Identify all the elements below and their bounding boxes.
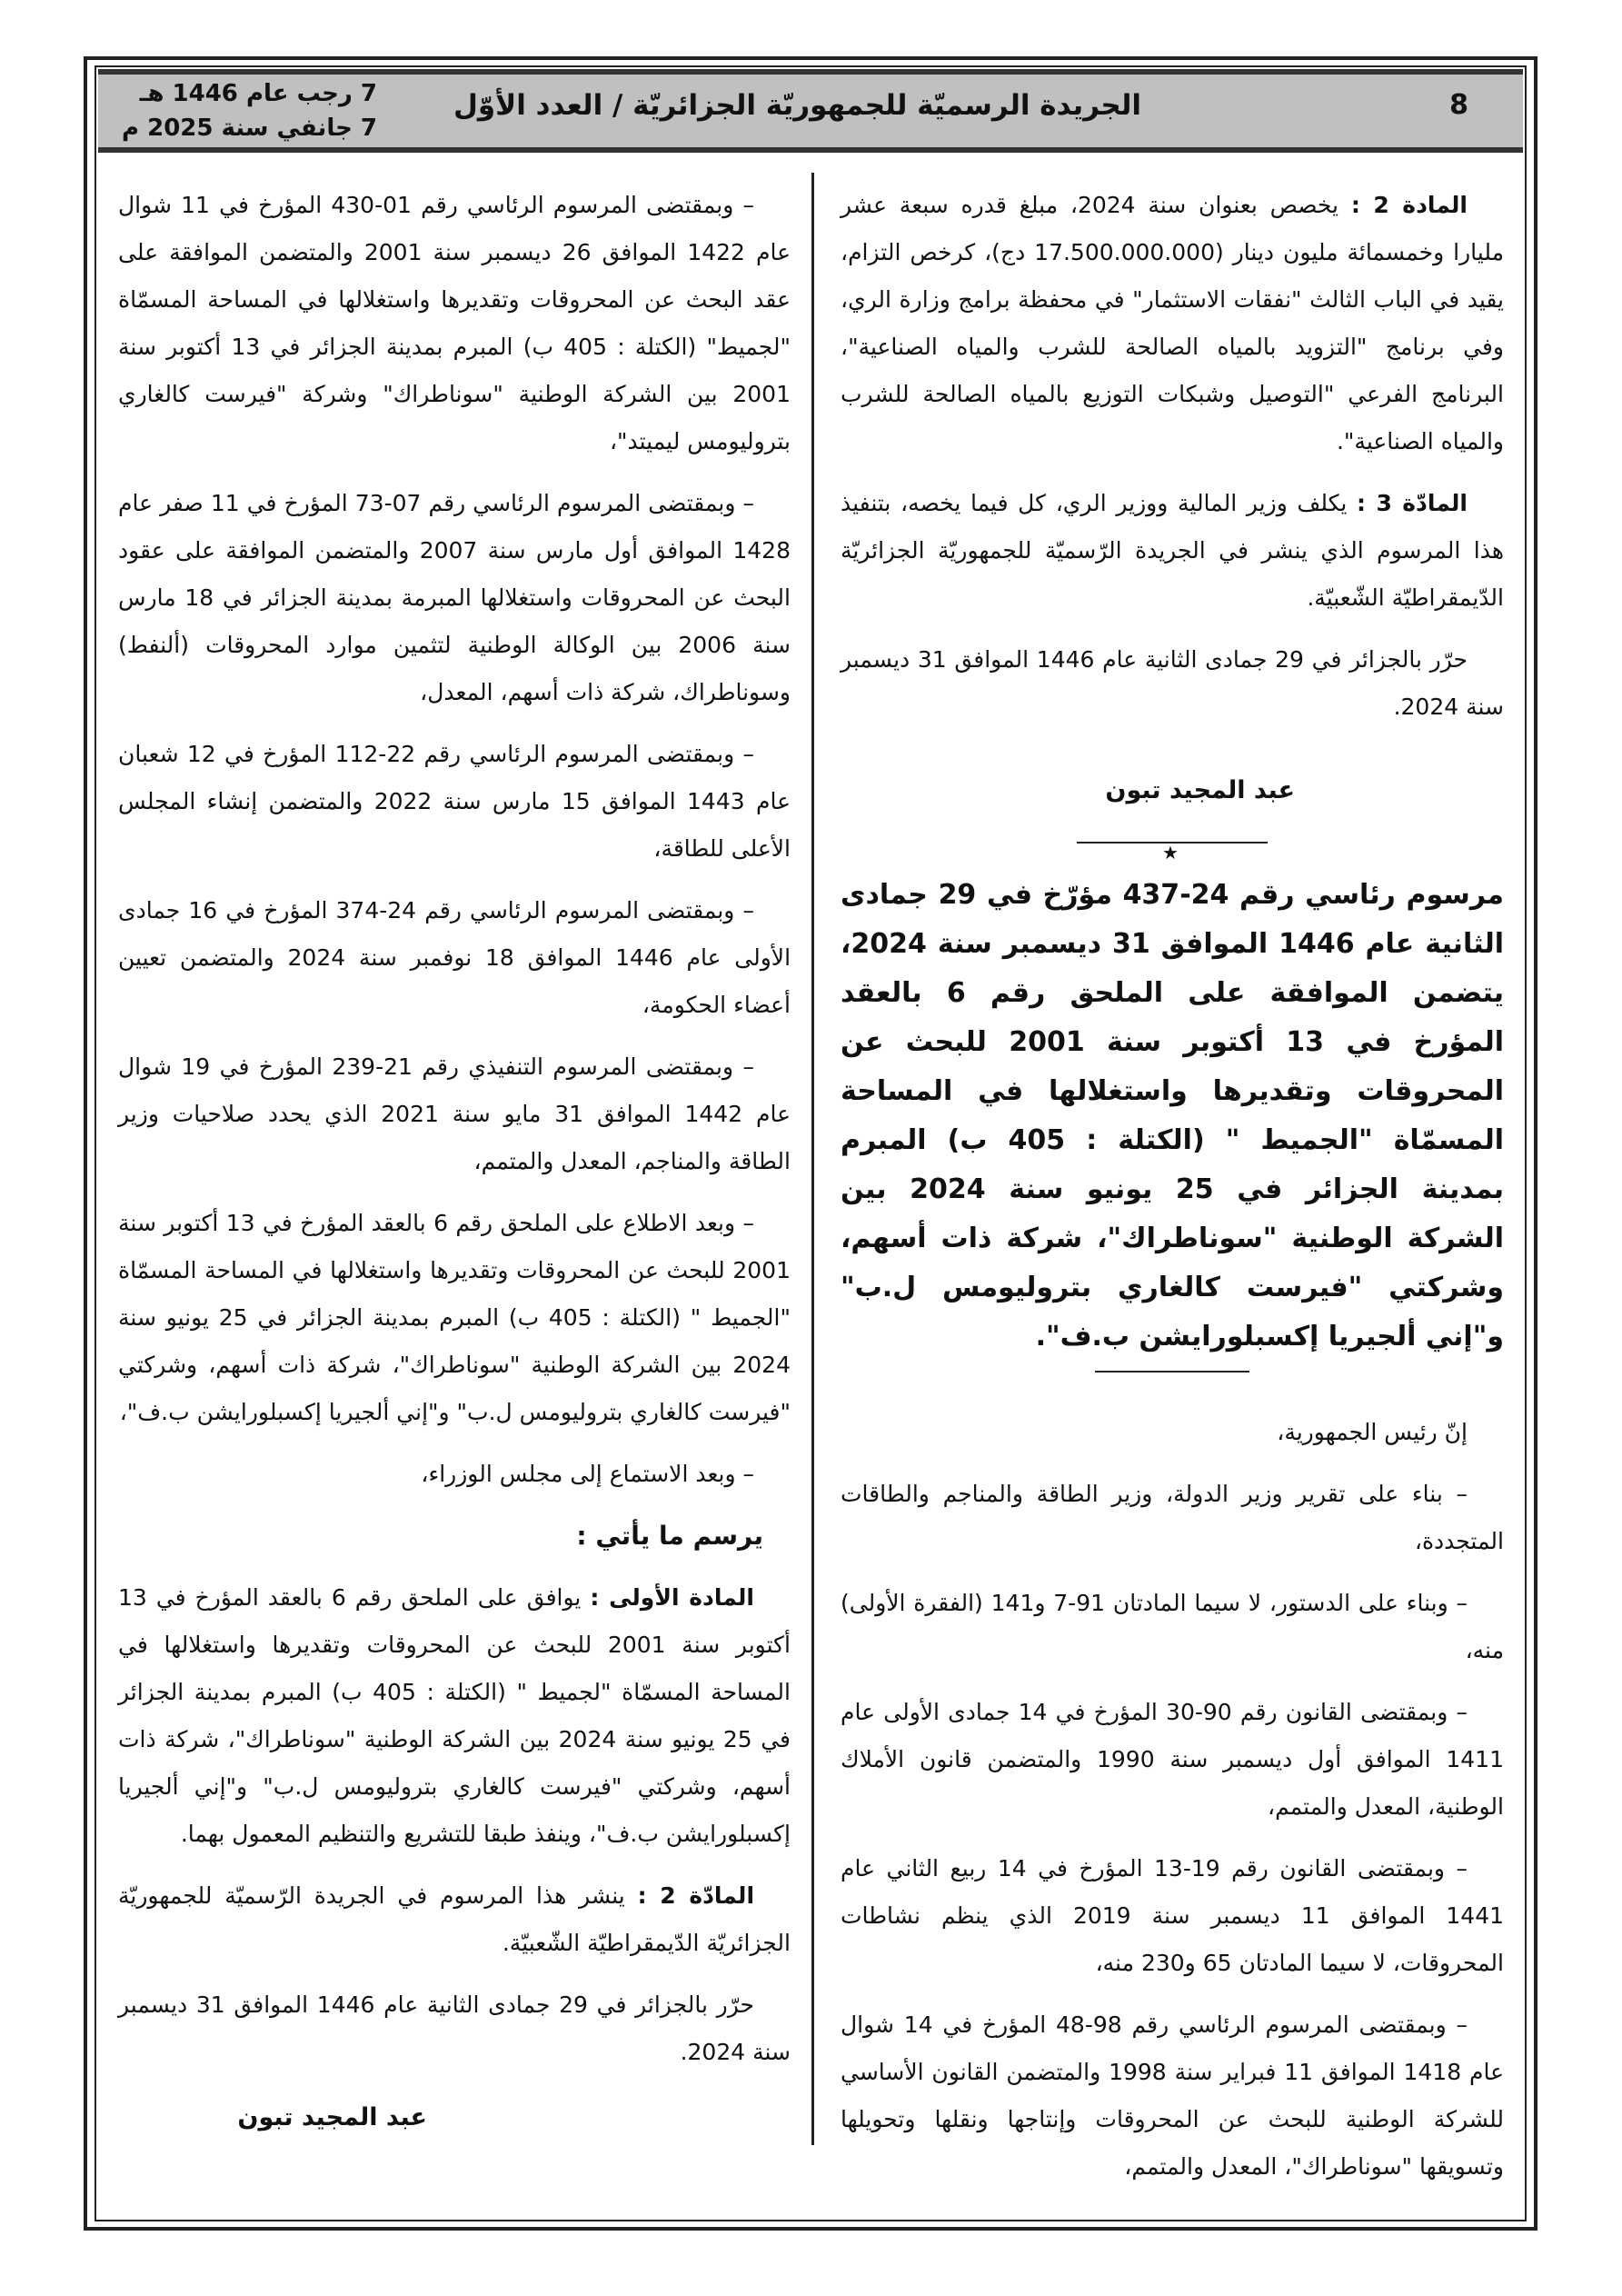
article-2 — [118, 1872, 791, 1967]
president-intro: إنّ رئيس الجمهورية، — [1277, 1419, 1468, 1445]
recital: – وبمقتضى المرسوم التنفيذي رقم 21-239 المؤرخ في 19 شوال عام 1442 الموافق 31 مايو سنة 2021 الذي يحدد صلاحيات وزير الطاقة والمناجم، المعدل والمتمم، — [118, 1053, 791, 1174]
article-text: يخصص بعنوان سنة 2024، مبلغ قدره سبعة عشر مليارا وخمسمائة مليون دينار (17.500.000.000 دج)، كرخص التزام، يقيد في الباب الثالث "نفقات الاستثمار" في محفظة برامج وزارة الري، وفي برنامج "التزويد بالمياه الصالحة للشرب والمياه الصناعية"، البرنامج الفرعي "التوصيل وشبكات التوزيع بالمياه الصالحة للشرب والمياه الصناعية". — [841, 192, 1504, 454]
signature: عبد المجيد تبون — [1105, 776, 1295, 804]
decrees-heading: يرسم ما يأتي : — [576, 1521, 763, 1551]
article-label: المادّة 3 : — [1357, 490, 1468, 516]
recital: – وبمقتضى القانون رقم 90-30 المؤرخ في 14 جمادى الأولى عام 1411 الموافق أول ديسمبر سنة 1990 والمتضمن قانون الأملاك الوطنية، المعدل والمتمم، — [841, 1699, 1504, 1820]
issue-date — [122, 76, 377, 145]
page-header — [98, 69, 1523, 153]
recital: – وبمقتضى المرسوم الرئاسي رقم 22-112 المؤرخ في 12 شعبان عام 1443 الموافق 15 مارس سنة 2022 والمتضمن إنشاء المجلس الأعلى للطاقة، — [118, 741, 791, 862]
separator — [1095, 1371, 1249, 1373]
recital: – وبمقتضى القانون رقم 19-13 المؤرخ في 14 ربيع الثاني عام 1441 الموافق 11 ديسمبر سنة 2019 الذي ينظم نشاطات المحروقات، لا سيما المادتان 65 و230 منه، — [841, 1855, 1505, 1976]
recital: – بناء على تقرير وزير الدولة، وزير الطاقة والمناجم والطاقات المتجددة، — [841, 1481, 1504, 1554]
recital: – وبعد الاستماع إلى مجلس الوزراء، — [421, 1461, 754, 1487]
recital: – وبمقتضى المرسوم الرئاسي رقم 01-430 المؤرخ في 11 شوال عام 1422 الموافق 26 ديسمبر سنة 2001 والمتضمن الموافقة على عقد البحث عن المحروقات وتقديرها واستغلالها في المساحة المسمّاة "لجميط" (الكتلة : 405 ب) المبرم بمدينة الجزائر في 13 أكتوبر سنة 2001 بين الشركة الوطنية "سوناطراك" وشركة "فيرست كالغاري بتروليومس ليميتد"، — [118, 192, 791, 454]
article-label: المادّة 2 : — [637, 1882, 755, 1909]
done-at: حرّر بالجزائر في 29 جمادى الثانية عام 1446 الموافق 31 ديسمبر سنة 2024. — [841, 646, 1504, 720]
date-gregorian: 7 جانفي سنة 2025 م — [122, 115, 377, 142]
signature: عبد المجيد تبون — [237, 2103, 427, 2131]
journal-title: الجريدة الرسميّة للجمهوريّة الجزائريّة / العدد الأوّل — [453, 89, 1141, 122]
article-text: يكلف وزير المالية ووزير الري، كل فيما يخصه، بتنفيذ هذا المرسوم الذي ينشر في الجريدة الرّسميّة للجمهوريّة الجزائريّة الدّيمقراطيّة الشّعبيّة. — [841, 490, 1504, 611]
article-text: يوافق على الملحق رقم 6 بالعقد المؤرخ في 13 أكتوبر سنة 2001 للبحث عن المحروقات وتقديرها واستغلالها في المساحة المسمّاة "لجميط " (الكتلة : 405 ب) المبرم بمدينة الجزائر في 25 يونيو سنة 2024 بين الشركة الوطنية "سوناطراك"، شركة ذات أسهم، وشركتي "فيرست كالغاري بتروليومس ل.ب" و"إني ألجيريا إكسبلورايشن ب.ف"، وينفذ طبقا للتشريع والتنظيم المعمول بهما. — [118, 1584, 791, 1847]
recital: – وبمقتضى المرسوم الرئاسي رقم 98-48 المؤرخ في 14 شوال عام 1418 الموافق 11 فبراير سنة 1998 والمتضمن القانون الأساسي للشركة الوطنية للبحث عن المحروقات وإنتاجها ونقلها وتحويلها وتسويقها "سوناطراك"، المعدل والمتمم، — [841, 2011, 1505, 2180]
recital: – وبعد الاطلاع على الملحق رقم 6 بالعقد المؤرخ في 13 أكتوبر سنة 2001 للبحث عن المحروقات وتقديرها واستغلالها في المساحة المسمّاة "الجميط " (الكتلة : 405 ب) المبرم بمدينة الجزائر في 25 يونيو سنة 2024 بين الشركة الوطنية "سوناطراك"، شركة ذات أسهم، وشركتي "فيرست كالغاري بتروليومس ل.ب" و"إني ألجيريا إكسبلورايشن ب.ف"، — [118, 1210, 791, 1425]
done-at: حرّر بالجزائر في 29 جمادى الثانية عام 1446 الموافق 31 ديسمبر سنة 2024. — [118, 1992, 791, 2065]
article-text: ينشر هذا المرسوم في الجريدة الرّسميّة للجمهوريّة الجزائريّة الدّيمقراطيّة الشّعبيّة. — [118, 1882, 791, 1956]
decree-title: مرسوم رئاسي رقم 24-437 مؤرّخ في 29 جمادى الثانية عام 1446 الموافق 31 ديسمبر سنة 2024، يتضمن الموافقة على الملحق رقم 6 بالعقد المؤرخ في 13 أكتوبر سنة 2001 للبحث عن المحروقات وتقديرها واستغلالها في المساحة المسمّاة "الجميط " (الكتلة : 405 ب) المبرم بمدينة الجزائر في 25 يونيو سنة 2024 بين الشركة الوطنية "سوناطراك"، شركة ذات أسهم، وشركتي "فيرست كالغاري بتروليومس ل.ب" و"إني ألجيريا إكسبلورايشن ب.ف". — [841, 879, 1505, 1353]
recital: – وبناء على الدستور، لا سيما المادتان 91-7 و141 (الفقرة الأولى) منه، — [841, 1590, 1504, 1663]
article-label: المادة الأولى : — [590, 1584, 754, 1611]
column-divider — [811, 173, 814, 2145]
recital: – وبمقتضى المرسوم الرئاسي رقم 24-374 المؤرخ في 16 جمادى الأولى عام 1446 الموافق 18 نوفمبر سنة 2024 والمتضمن تعيين أعضاء الحكومة، — [118, 897, 791, 1018]
recital: – وبمقتضى المرسوم الرئاسي رقم 07-73 المؤرخ في 11 صفر عام 1428 الموافق أول مارس سنة 2007 والمتضمن الموافقة على عقود البحث عن المحروقات واستغلالها المبرمة بمدينة الجزائر في 18 مارس سنة 2006 بين الوكالة الوطنية لتثمين موارد المحروقات (ألنفط) وسوناطراك، شركة ذات أسهم، المعدل، — [118, 490, 791, 705]
page-number: 8 — [1449, 89, 1468, 121]
article-label: المادة 2 : — [1350, 192, 1468, 218]
right-column — [841, 182, 1504, 2205]
star-icon: ★ — [1162, 842, 1179, 863]
left-column — [118, 182, 791, 2169]
date-hijri: 7 رجب عام 1446 هـ — [139, 80, 377, 107]
article-2 — [841, 182, 1504, 465]
article-3 — [841, 480, 1504, 622]
separator — [1077, 842, 1268, 863]
article-1 — [118, 1574, 791, 1858]
